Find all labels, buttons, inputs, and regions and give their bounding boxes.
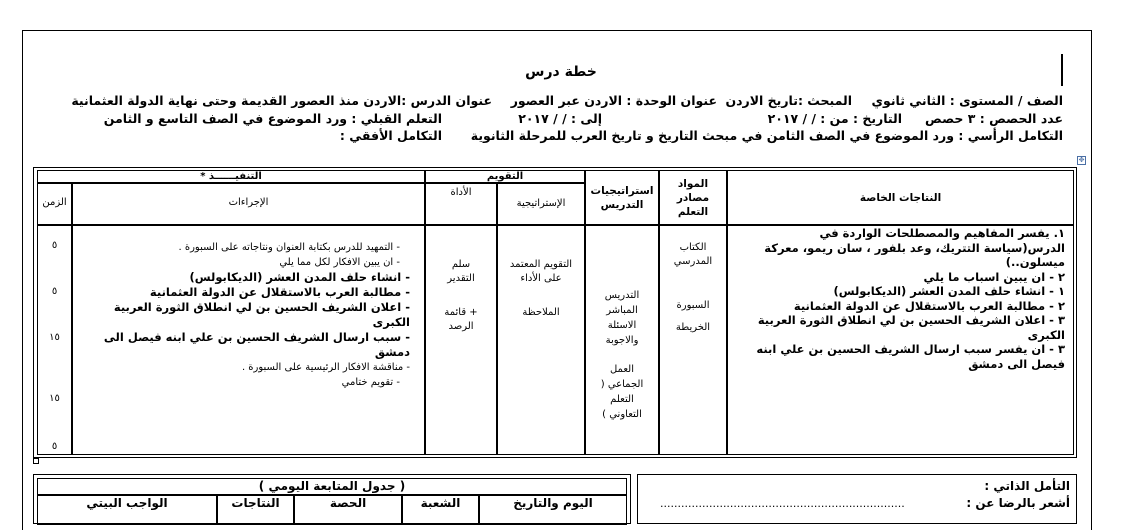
header-execution: التنفيــــــذ * xyxy=(37,170,425,183)
outcome-item: ٣ - ان يفسر سبب ارسال الشريف الحسين بن علي ابنه فيصل الى دمشق xyxy=(756,342,1065,371)
col-section: الشعبة xyxy=(402,495,479,525)
lesson-plan-title: خطة درس xyxy=(525,64,597,80)
header-time: الزمن xyxy=(37,183,72,225)
outcome-item: ١. يفسر المفاهيم والمصطلحات الواردة في الدرس(سياسة التتريك، وعد بلفور ، سان ريمو، معركة ميسلون..) xyxy=(764,226,1065,269)
col-outcomes: النتاجات xyxy=(217,495,294,525)
header-eval-strategy: الإستراتيجية xyxy=(497,183,585,225)
header-procedures: الإجراءات xyxy=(72,183,425,225)
procedure-item: - سبب ارسال الشريف الحسين بن علي ابنه فيصل الى دمشق xyxy=(103,330,410,359)
daily-followup-title: ( جدول المتابعة اليومي ) xyxy=(37,478,627,495)
strategies-cell xyxy=(585,225,659,455)
time-item: ١٥ xyxy=(49,393,60,404)
procedures-cell xyxy=(72,225,425,455)
procedure-item: - مطالبة العرب بالاستقلال عن الدولة العثمانية xyxy=(149,285,410,299)
horizontal-integration: التكامل الأفقي : xyxy=(339,128,442,143)
col-day-date: اليوم والتاريخ xyxy=(479,495,627,525)
procedure-item: - انشاء حلف المدن العشر (الديكابولس) xyxy=(189,270,410,284)
procedure-item: - تقويم ختامي xyxy=(341,377,400,388)
header-outcomes: النتاجات الخاصة xyxy=(727,170,1074,225)
header-evaluation: التقويم xyxy=(425,170,585,183)
date-to: إلى : / / ٢٠١٧ xyxy=(518,111,602,126)
time-item: ٥ xyxy=(51,441,58,452)
material-item: الخريطة xyxy=(675,322,711,333)
outcome-item: ٢ - مطالبة العرب بالاستقلال عن الدولة العثمانية xyxy=(793,298,1065,313)
strategy-item: العمل الجماعي ( التعلم التعاوني ) xyxy=(600,364,644,420)
material-item: الكتاب المدرسي xyxy=(673,242,713,267)
vertical-integration: التكامل الرأسي : ورد الموضوع في الصف الثامن في مبحث التاريخ و تاريخ العرب للمرحلة الثانوية xyxy=(470,128,1063,143)
header-eval-tool: الأداة xyxy=(425,183,497,225)
table-resize-handle-icon[interactable] xyxy=(33,458,39,464)
date-from: التاريخ : من : / / ٢٠١٧ xyxy=(767,111,902,126)
time-item: ١٥ xyxy=(49,332,60,343)
eval-strategy-cell xyxy=(497,225,585,455)
procedure-item: - مناقشة الافكار الرئيسية على السبورة . xyxy=(241,362,410,373)
header-materials: المواد مصادر التعلم xyxy=(659,170,727,225)
outcome-item: ١ - انشاء حلف المدن العشر (الديكابولس) xyxy=(833,284,1065,298)
eval-strategy-item: التقويم المعتمد على الأداء xyxy=(509,259,573,284)
eval-tool-item: + قائمة الرصد xyxy=(444,307,478,332)
unit-title: عنوان الوحدة : الاردن عبر العصور xyxy=(510,93,717,108)
material-item: السبورة xyxy=(676,300,710,311)
satisfied-label: أشعر بالرضا عن : xyxy=(966,496,1070,510)
col-period: الحصة xyxy=(294,495,402,525)
time-cell xyxy=(37,225,72,455)
strategy-item: التدريس المباشر الاسئلة والاجوبة xyxy=(604,290,640,346)
outcome-item: ٢ - ان يبين اسباب ما يلي xyxy=(923,269,1065,284)
reflection-title: التأمل الذاتي : xyxy=(984,479,1070,493)
periods-count: عدد الحصص : ٣ حصص xyxy=(925,111,1063,126)
time-item: ٥ xyxy=(51,240,58,251)
eval-strategy-item: الملاحظة xyxy=(522,307,560,318)
eval-tool-item: سلم التقدير xyxy=(447,259,475,284)
satisfied-dots: ...................................................................... xyxy=(660,497,905,510)
outcomes-cell xyxy=(727,225,1074,455)
header-strategies: استراتيجيات التدريس xyxy=(585,170,659,225)
time-item: ٥ xyxy=(51,286,58,297)
materials-cell xyxy=(659,225,727,455)
prior-learning: التعلم القبلي : ورد الموضوع في الصف التاسع و الثامن xyxy=(103,111,442,126)
table-move-handle-icon[interactable]: ✥ xyxy=(1078,156,1085,164)
col-homework: الواجب البيتي xyxy=(37,495,217,525)
eval-tool-cell xyxy=(425,225,497,455)
lesson-title: عنوان الدرس :الاردن منذ العصور القديمة وحتى نهاية الدولة العثمانية xyxy=(71,93,492,108)
subject: المبحث :تاريخ الاردن xyxy=(725,93,852,108)
procedure-item: - اعلان الشريف الحسين بن لي انطلاق الثورة العربية الكبرى xyxy=(113,300,410,329)
procedure-item: - ان يبين الافكار لكل مما يلي xyxy=(279,257,400,268)
procedure-item: - التمهيد للدرس بكتابة العنوان ونتاجاته على السبورة . xyxy=(178,242,400,253)
grade-level: الصف / المستوى : الثاني ثانوي xyxy=(871,93,1063,108)
outcome-item: ٣ - اعلان الشريف الحسين بن لي انطلاق الثورة العربية الكبرى xyxy=(757,313,1065,342)
